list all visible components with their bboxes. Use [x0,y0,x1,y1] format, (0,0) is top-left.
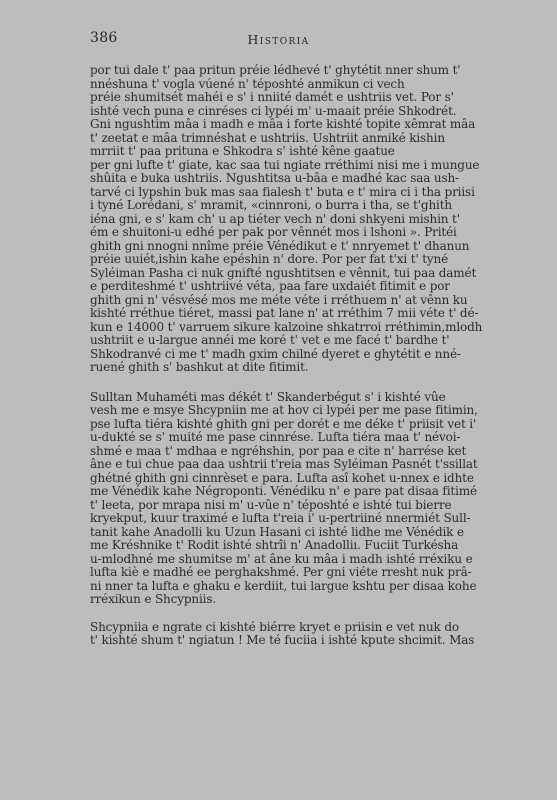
running-head: Historia [247,32,310,47]
text-line: ghétné ghith gni cinnrèset e para. Lufta asî kohet u-nnex e idhte [90,471,474,485]
text-line: u-dukté se s' muité me pase cinnrése. Lufta tiéra maa t' névoi- [90,431,461,444]
text-line: rréxikun e Shcypniis. [90,593,216,606]
paragraph [90,621,506,648]
paragraph [90,391,506,607]
text-line: Shkodranvé ci me t' madh gxim chilné dyeret e ghytétit e nné- [90,347,461,361]
text-line: iéna gni, e s' kam ch' u ap tiéter vech n' doni shkyeni mishin t' [90,212,460,226]
body-text [90,64,506,662]
text-line: Sulltan Muhaméti mas dékét t' Skanderbégut s' i kishté vûe [90,390,446,404]
text-line: préie shumitsét mahéi e s' i nniité damét e ushtriis vet. Por s' [90,91,454,104]
text-line: lufta kiè e madhé ee perghakshmé. Per gni viéte rresht nuk prâ- [90,566,472,579]
text-line: tarvé ci lypshin buk mas saa fialesh t' buta e t' mira ci i tha priisi [90,185,475,199]
text-line: kun e 14000 t' varruem sikure kalzoine shkatrroi rréthimin,mlodh [90,320,483,334]
text-line: shmé e maa t' mdhaa e ngréhshin, por paa e cite n' harrése ket [90,444,467,458]
text-line: ishté vech puna e cinréses ci lypéi m' u-maait préie Shkodrét. [90,104,457,118]
text-line: ushtriit e u-largue annéi me koré t' vet e me facé t' bardhe t' [90,334,450,347]
text-line: por tui dale t' paa pritun préie lédhevé t' ghytétit nner shum t' [90,64,461,77]
text-line: per gni lufte t' giate, kac saa tui ngiate rréthimi nisi me i mungue [90,158,480,172]
text-line: kryekput, kuur traximé e lufta t'reia i' u-pertriiné nnermiét Sull- [90,512,471,525]
text-line: kishté rréthue tiéret, massi pat lane n' at rréthim 7 mii véte t' dé- [90,307,479,320]
text-line: t' kishté shum t' ngiatun ! Me té fuciia i ishté kpute shcimit. Mas [90,634,475,647]
text-line: u-mlodhné me shumitse m' at âne ku mâa i madh ishté rréxiku e [90,552,473,566]
text-line: i tyné Lorédani, s' mramit, «cinnroni, o burra i tha, se t'ghith [90,199,452,212]
text-line: vesh me e msye Shcypniin me at hov ci lypéi per me pase fitimin, [90,404,478,417]
text-line: Syléiman Pasha ci nuk gnifté ngushtitsen e vênnit, tui paa damét [90,266,477,280]
text-line: préie uuiét,ishin kahe epéshin n' dore. Por per fat t'xi t' tyné [90,253,449,266]
text-line: ruené ghith s' bashkut at dite fitimit. [90,361,309,374]
text-line: me Kréshnike t' Rodit ishté shtrîi n' Anadolliı. Fuciit Turkésha [90,539,459,552]
page-header [0,0,557,60]
text-line: âne e tui chue paa daa ushtrii t'reia mas Syléiman Pasnét t'ssillat [90,458,478,471]
text-line: t' zeetat e mâa trimnéshat e ushtriis. Ushtriit anmiké kishin [90,131,445,145]
paragraph [90,64,506,375]
page-number: 386 [90,30,118,46]
text-line: me Vénédik kahe Négroponti. Vénédiku n' e pare pat disaa fitimé [90,485,477,498]
text-line: shûita e buka ushtriis. Ngushtitsa u-bâa e madhé kac saa ush- [90,172,459,185]
text-line: ni nner ta lufta e ghaku e kerdiit, tui largue kshtu per disaa kohe [90,579,477,593]
text-line: nnéshuna t' vogla vúené n' téposhté anmikun ci vech [90,77,405,91]
text-line: ém e shuitoni-u edhé per pak por vênnét mos i lshoni ». Pritéi [90,226,457,239]
text-line: Gni ngushtim mâa i madh e mâa i forte kishté topite xêmrat mâa [90,118,476,131]
text-line: mrriit t' paa prituna e Shkodra s' ishté kêne gaatue [90,145,395,158]
text-line: t' leeta, por mrapa nisi m' u-vûe n' téposhté e ishté tui bierre [90,498,452,512]
text-line: ghith gni nnogni nnîme préie Vénédikut e t' nnryemet t' dhanun [90,239,470,253]
text-line: tanit kahe Anadolli ku Uzun Hasani ci ishté lidhe me Vénédik e [90,525,464,539]
text-line: e perditeshmé t' ushtriivé véta, paa fare uxdaiét fitimit e por [90,280,450,293]
text-line: ghith gni n' vésvésé mos me méte véte i rréthuem n' at vênn ku [90,293,468,307]
text-line: pse lufta tiéra kishté ghith gni per dorét e me déke t' priisit vet i' [90,417,477,431]
text-line: Shcypniia e ngrate ci kishté biérre kryet e priisin e vet nuk do [90,620,459,634]
